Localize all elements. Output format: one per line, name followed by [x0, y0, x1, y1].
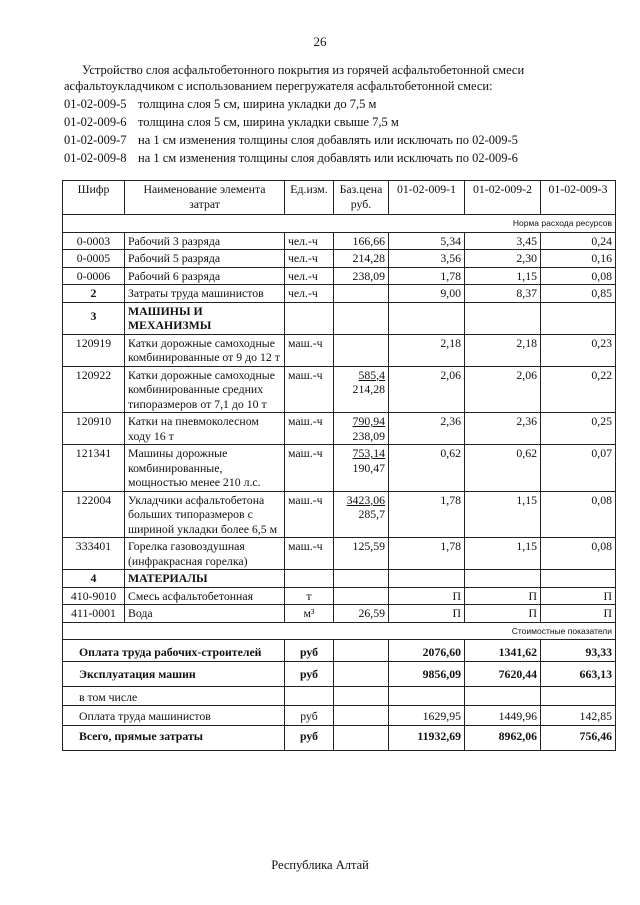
section-intro: [64, 62, 584, 166]
cell-name: Катки дорожные самоходные комбинированные от 9 до 12 т: [125, 334, 285, 366]
intro-item-code: 01-02-009-5: [64, 97, 127, 111]
cell-price: 166,66: [334, 232, 389, 250]
cell-v3: П: [541, 605, 616, 623]
cell-price: [334, 491, 389, 538]
table-row-section-3: [63, 302, 616, 334]
cell-unit: чел.-ч: [285, 285, 334, 303]
cell-v3: 0,22: [541, 366, 616, 413]
cell-price: 125,59: [334, 538, 389, 570]
price-top: 790,94: [352, 414, 385, 428]
cell-price: [334, 334, 389, 366]
intro-item-code: 01-02-009-6: [64, 115, 127, 129]
intro-item-text: толщина слоя 5 см, ширина укладки до 7,5 м: [138, 97, 377, 111]
cell-code: 2: [63, 285, 125, 303]
cell-code: 410-9010: [63, 587, 125, 605]
cell-v2: 2,18: [465, 334, 541, 366]
table-row: [63, 491, 616, 538]
intro-item: [64, 150, 584, 166]
cell-v1: 3,56: [389, 250, 465, 268]
cost-row: [63, 725, 616, 750]
cost-row: [63, 686, 616, 706]
cost-v2: 8962,06: [465, 725, 541, 750]
cell-v1: 1,78: [389, 491, 465, 538]
cell-code: 0-0005: [63, 250, 125, 268]
cost-unit: руб: [285, 706, 334, 726]
table-row: [63, 605, 616, 623]
cell-v2: 3,45: [465, 232, 541, 250]
cell-price: [334, 445, 389, 492]
cell-v2: 8,37: [465, 285, 541, 303]
cell-v1: 1,78: [389, 267, 465, 285]
intro-item-code: 01-02-009-8: [64, 151, 127, 165]
cell-code: 121341: [63, 445, 125, 492]
header-price: Баз.цена руб.: [334, 181, 389, 215]
table-row: [63, 334, 616, 366]
cell-unit: маш.-ч: [285, 491, 334, 538]
intro-item-text: толщина слоя 5 см, ширина укладки свыше 7,5 м: [138, 115, 399, 129]
cell-v1: 1,78: [389, 538, 465, 570]
cell-unit: маш.-ч: [285, 413, 334, 445]
cell-v2: П: [465, 605, 541, 623]
cell-v2: 0,62: [465, 445, 541, 492]
cell-unit: м³: [285, 605, 334, 623]
cell-v1: 2,06: [389, 366, 465, 413]
cell-v3: 0,08: [541, 267, 616, 285]
price-bottom: 190,47: [352, 460, 385, 475]
header-name: Наименование элемента затрат: [125, 181, 285, 215]
cost-label: Оплата труда рабочих-строителей: [63, 640, 285, 662]
cell-price: 26,59: [334, 605, 389, 623]
table-row-section-4: [63, 570, 616, 588]
cell-v1: П: [389, 605, 465, 623]
norm-caption: Норма расхода ресурсов: [63, 215, 616, 233]
cell-name: Вода: [125, 605, 285, 623]
header-code: Шифр: [63, 181, 125, 215]
table-row: [63, 413, 616, 445]
header-unit: Ед.изм.: [285, 181, 334, 215]
cell-price: 214,28: [334, 250, 389, 268]
cell-unit: чел.-ч: [285, 232, 334, 250]
cost-caption-row: [63, 622, 616, 640]
cost-row: [63, 640, 616, 662]
cell-v2: 1,15: [465, 538, 541, 570]
cost-v1: 9856,09: [389, 661, 465, 686]
cost-label: в том числе: [63, 686, 285, 706]
cost-v3: 93,33: [541, 640, 616, 662]
cell-v3: 0,07: [541, 445, 616, 492]
cell-v3: П: [541, 587, 616, 605]
cell-unit: чел.-ч: [285, 250, 334, 268]
price-top: 753,14: [352, 446, 385, 460]
cell-unit: т: [285, 587, 334, 605]
table-header-row: [63, 181, 616, 215]
cell-price: 238,09: [334, 267, 389, 285]
cell-code: 411-0001: [63, 605, 125, 623]
cell-name: Рабочий 6 разряда: [125, 267, 285, 285]
header-col-3: 01-02-009-3: [541, 181, 616, 215]
cost-v1: 11932,69: [389, 725, 465, 750]
cell-code: 120910: [63, 413, 125, 445]
cell-unit: маш.-ч: [285, 538, 334, 570]
cost-v3: 663,13: [541, 661, 616, 686]
table-row-section-2: [63, 285, 616, 303]
cell-v3: 0,23: [541, 334, 616, 366]
cell-name: Горелка газовоздушная (инфракрасная горелка): [125, 538, 285, 570]
cell-code: 120922: [63, 366, 125, 413]
cost-unit: руб: [285, 661, 334, 686]
cell-v1: 2,18: [389, 334, 465, 366]
cell-unit: чел.-ч: [285, 267, 334, 285]
intro-item-code: 01-02-009-7: [64, 133, 127, 147]
cost-v2: 1449,96: [465, 706, 541, 726]
intro-item-text: на 1 см изменения толщины слоя добавлять или исключать по 02-009-5: [138, 133, 518, 147]
cost-label: Всего, прямые затраты: [63, 725, 285, 750]
cell-code: 0-0006: [63, 267, 125, 285]
cell-code: 4: [63, 570, 125, 588]
table-row: [63, 587, 616, 605]
cost-unit: руб: [285, 640, 334, 662]
cell-v2: 1,15: [465, 267, 541, 285]
cell-v1: 2,36: [389, 413, 465, 445]
cell-v3: 0,85: [541, 285, 616, 303]
cell-v2: П: [465, 587, 541, 605]
cell-v3: 0,16: [541, 250, 616, 268]
norm-caption-row: [63, 215, 616, 233]
cell-v1: 5,34: [389, 232, 465, 250]
cell-name: Смесь асфальтобетонная: [125, 587, 285, 605]
price-bottom: 214,28: [352, 382, 385, 396]
cell-code: 333401: [63, 538, 125, 570]
cell-code: 120919: [63, 334, 125, 366]
cell-v2: 2,36: [465, 413, 541, 445]
cost-unit: руб: [285, 725, 334, 750]
cell-unit: маш.-ч: [285, 366, 334, 413]
cost-v1: 2076,60: [389, 640, 465, 662]
cost-row: [63, 706, 616, 726]
resource-table: [62, 180, 616, 751]
intro-item: [64, 132, 584, 148]
cost-v2: 1341,62: [465, 640, 541, 662]
cost-v3: 756,46: [541, 725, 616, 750]
intro-line-2: асфальтоукладчиком с использованием перегружателя асфальтобетонной смеси:: [64, 79, 493, 93]
cost-v2: 7620,44: [465, 661, 541, 686]
cell-v3: 0,24: [541, 232, 616, 250]
header-col-2: 01-02-009-2: [465, 181, 541, 215]
intro-item: [64, 114, 584, 130]
cell-code: 0-0003: [63, 232, 125, 250]
cell-v1: П: [389, 587, 465, 605]
section-title: МАТЕРИАЛЫ: [125, 570, 285, 588]
intro-item: [64, 96, 584, 112]
cell-price: [334, 366, 389, 413]
intro-item-text: на 1 см изменения толщины слоя добавлять или исключать по 02-009-6: [138, 151, 518, 165]
cell-name: Машины дорожные комбинированные, мощностью менее 210 л.с.: [125, 445, 285, 492]
cell-v2: 1,15: [465, 491, 541, 538]
table-row: [63, 445, 616, 492]
cell-name: Катки дорожные самоходные комбинированные средних типоразмеров от 7,1 до 10 т: [125, 366, 285, 413]
cell-v2: 2,06: [465, 366, 541, 413]
table-row: [63, 250, 616, 268]
cell-code: 122004: [63, 491, 125, 538]
table-row: [63, 267, 616, 285]
table-row: [63, 232, 616, 250]
cost-v3: 142,85: [541, 706, 616, 726]
cell-v1: 0,62: [389, 445, 465, 492]
price-bottom: 285,7: [358, 507, 385, 521]
table-row: [63, 538, 616, 570]
page-number: 26: [313, 34, 327, 49]
cell-name: Затраты труда машинистов: [125, 285, 285, 303]
cell-v3: 0,08: [541, 538, 616, 570]
cell-name: Катки на пневмоколесном ходу 16 т: [125, 413, 285, 445]
header-col-1: 01-02-009-1: [389, 181, 465, 215]
cell-name: Укладчики асфальтобетона больших типоразмеров с шириной укладки более 6,5 м: [125, 491, 285, 538]
cost-v1: 1629,95: [389, 706, 465, 726]
price-top: 585,4: [358, 367, 385, 382]
cell-v3: 0,25: [541, 413, 616, 445]
cost-label: Эксплуатация машин: [63, 661, 285, 686]
intro-line-1: Устройство слоя асфальтобетонного покрытия из горячей асфальтобетонной смеси: [82, 63, 525, 77]
section-title: МАШИНЫ И МЕХАНИЗМЫ: [125, 302, 285, 334]
page-footer: Республика Алтай: [271, 858, 369, 872]
cell-name: Рабочий 3 разряда: [125, 232, 285, 250]
cell-price: [334, 587, 389, 605]
cell-unit: маш.-ч: [285, 334, 334, 366]
cost-row: [63, 661, 616, 686]
cost-caption: Стоимостные показатели: [63, 622, 616, 640]
cell-v2: 2,30: [465, 250, 541, 268]
cost-label: Оплата труда машинистов: [63, 706, 285, 726]
cell-name: Рабочий 5 разряда: [125, 250, 285, 268]
cell-code: 3: [63, 302, 125, 334]
price-bottom: 238,09: [352, 428, 385, 443]
cell-price: [334, 413, 389, 445]
cell-v3: 0,08: [541, 491, 616, 538]
cell-v1: 9,00: [389, 285, 465, 303]
price-top: 3423,06: [346, 492, 385, 507]
cell-price: [334, 285, 389, 303]
cell-unit: маш.-ч: [285, 445, 334, 492]
table-row: [63, 366, 616, 413]
